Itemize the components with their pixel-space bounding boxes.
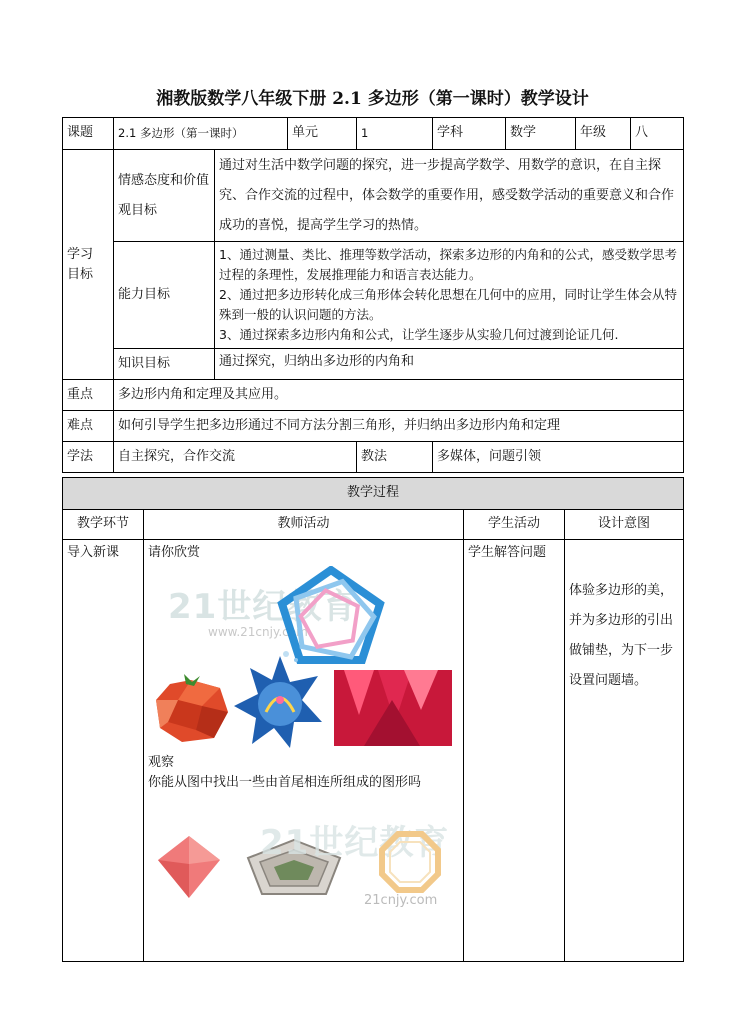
pentagon-frames-image xyxy=(276,566,386,666)
watermark-url: www.21cnjy.com xyxy=(208,625,308,639)
kite-shape-image xyxy=(156,834,222,900)
teach-method-label: 教法 xyxy=(357,442,433,473)
ability-goal-label: 能力目标 xyxy=(114,242,215,349)
question-text: 你能从图中找出一些由首尾相连所组成的图形吗 xyxy=(148,775,422,790)
star-emblem-image xyxy=(232,654,328,750)
ability-goal-cell xyxy=(215,242,684,349)
grade-label: 年级 xyxy=(576,118,631,150)
lesson-info-table xyxy=(62,117,684,473)
difficulty-label: 难点 xyxy=(63,411,114,442)
ability-goal-2: 2、通过把多边形转化成三角形体会转化思想在几何中的应用，同时让学生体会从特殊到一般的认识问题的方法。 xyxy=(219,287,677,322)
unit-value: 1 xyxy=(357,118,433,150)
octagon-frame-image xyxy=(378,830,442,894)
knowledge-goal-text: 通过探究，归纳出多边形的内角和 xyxy=(215,349,684,380)
page-title: 湘教版数学八年级下册 2.1 多边形（第一课时）教学设计 xyxy=(156,89,589,109)
faceted-tomato-image xyxy=(152,670,230,744)
red-triangles-image xyxy=(334,670,452,746)
column-intent: 设计意图 xyxy=(565,510,684,540)
process-header: 教学过程 xyxy=(63,478,684,510)
ability-goal-3: 3、通过探索多边形内角和公式，让学生逐步从实验几何过渡到论证几何. xyxy=(219,327,619,342)
appreciate-text: 请你欣赏 xyxy=(148,545,201,560)
goals-label: 学习 目标 xyxy=(63,150,114,380)
study-method-value: 自主探究，合作交流 xyxy=(114,442,357,473)
teacher-activity-content xyxy=(148,544,459,959)
study-method-label: 学法 xyxy=(63,442,114,473)
emotion-goal-label: 情感态度和价值观目标 xyxy=(114,150,215,242)
ability-goal-1: 1、通过测量、类比、推理等数学活动，探索多边形的内角和的公式，感受数学思考过程的条理性，发展推理能力和语言表达能力。 xyxy=(219,247,677,282)
course-label: 课题 xyxy=(63,118,114,150)
stage-cell: 导入新课 xyxy=(63,540,144,962)
site-watermark: 21cnjy.com xyxy=(364,893,438,908)
subject-value: 数学 xyxy=(506,118,576,150)
course-value: 2.1 多边形（第一课时） xyxy=(114,118,288,150)
knowledge-goal-label: 知识目标 xyxy=(114,349,215,380)
key-point-label: 重点 xyxy=(63,380,114,411)
grade-value: 八 xyxy=(631,118,684,150)
teacher-activity-cell xyxy=(144,540,464,962)
subject-label: 学科 xyxy=(433,118,506,150)
teach-method-value: 多媒体，问题引领 xyxy=(433,442,684,473)
unit-label: 单元 xyxy=(288,118,357,150)
student-activity-cell: 学生解答问题 xyxy=(464,540,565,962)
column-stage: 教学环节 xyxy=(63,510,144,540)
column-student: 学生活动 xyxy=(464,510,565,540)
watermark-text-2: 21世纪教育 xyxy=(260,823,450,863)
watermark-text: 21世纪教育 xyxy=(168,587,358,627)
teaching-process-table xyxy=(62,477,684,962)
key-point-text: 多边形内角和定理及其应用。 xyxy=(114,380,684,411)
observe-text: 观察 xyxy=(148,755,175,770)
column-teacher: 教师活动 xyxy=(144,510,464,540)
difficulty-text: 如何引导学生把多边形通过不同方法分割三角形，并归纳出多边形内角和定理 xyxy=(114,411,684,442)
design-intent-cell: 体验多边形的美，并为多边形的引出做铺垫，为下一步设置问题墙。 xyxy=(565,540,684,962)
emotion-goal-text: 通过对生活中数学问题的探究，进一步提高学数学、用数学的意识，在自主探究、合作交流的过程中，体会数学的重要作用，感受数学活动的重要意义和合作成功的喜悦，提高学生学习的热情。 xyxy=(215,150,684,242)
